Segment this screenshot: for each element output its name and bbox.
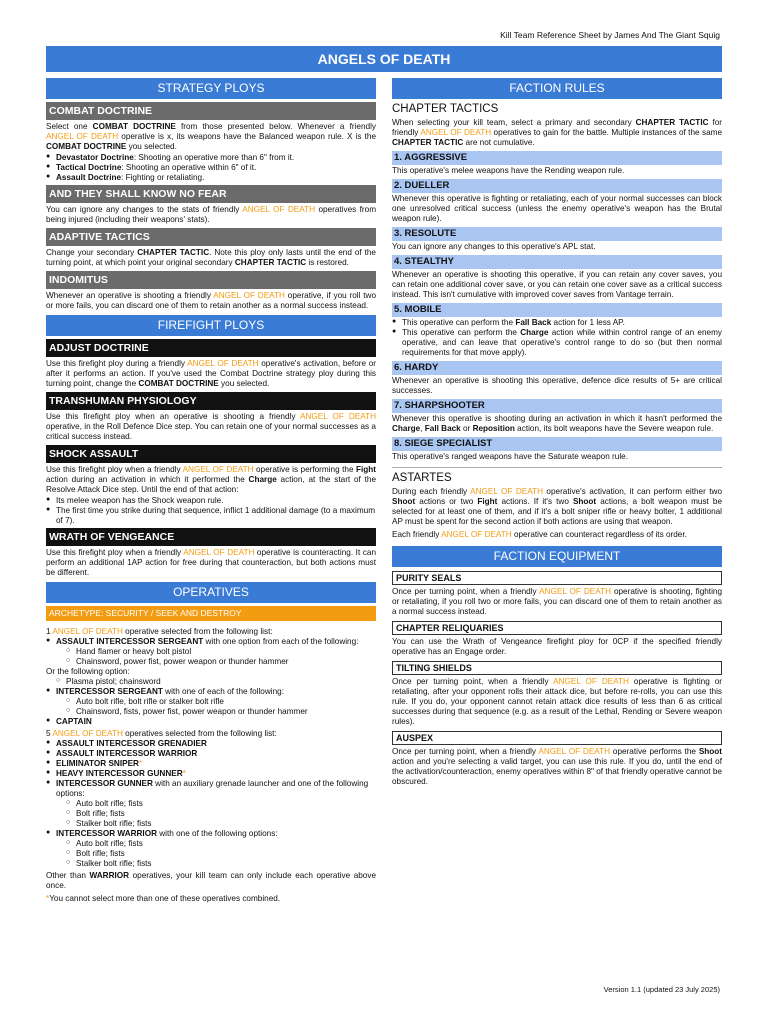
tactic-siege-title: 8. SIEGE SPECIALIST (392, 437, 722, 451)
list-item: ● HEAVY INTERCESSOR GUNNER* (46, 769, 376, 779)
credit-line: Kill Team Reference Sheet by James And The Giant Squig (500, 30, 720, 40)
list-item: ● ASSAULT INTERCESSOR GRENADIER (46, 739, 376, 749)
tactic-aggressive-text: This operative's melee weapons have the Rending weapon rule. (392, 166, 625, 176)
transhuman-text: Use this firefight ploy when an operative is shooting a friendly ANGEL OF DEATH operative, in the Roll Defence Dice step. You can retain one of your normal successes as a critical success instead. (46, 412, 376, 441)
astartes-heading: ASTARTES (392, 472, 452, 485)
list-item: ● CAPTAIN (46, 717, 376, 727)
shock-assault-title: SHOCK ASSAULT (46, 445, 376, 463)
doctrine-list (46, 153, 376, 183)
list-item: ○ Stalker bolt rifle; fists (66, 859, 376, 869)
list-item: ○ Plasma pistol; chainsword (56, 677, 376, 687)
tactic-aggressive-title: 1. AGGRESSIVE (392, 151, 722, 165)
version-footer: Version 1.1 (updated 23 July 2025) (603, 985, 720, 994)
operatives-intro-1: 1 ANGEL OF DEATH operative selected from the following list: (46, 627, 273, 636)
operatives-other: Other than WARRIOR operatives, your kill team can only include each operative above once. (46, 871, 377, 890)
list-item: ● ASSAULT INTERCESSOR SERGEANT with one option from each of the following: ○ Hand flamer or heavy bolt pistol ○ Chainsword, power fist, power weapon or thunder hammer (46, 637, 376, 667)
tactic-stealthy-text: Whenever an operative is shooting this operative, if you can retain any cover saves, you can retain one additional cover save, or you can retain one cover save as a critical success instead. This isn't cumulative with improved cover saves from Vantage terrain. (392, 270, 722, 300)
tactic-sharpshooter-text: Whenever this operative is shooting during an activation in which it hasn't performed the Charge, Fall Back or Reposition action, its bolt weapons have the Severe weapon rule. (392, 414, 722, 434)
wrath-text: Use this firefight ploy when a friendly ANGEL OF DEATH operative is counteracting. It can perform an additional 1AP action for free during that counteraction, but both actions must be different. (46, 548, 376, 577)
operatives-intro-5: 5 ANGEL OF DEATH operatives selected from the following list: (46, 729, 277, 738)
auspex-text: Once per turning point, when a friendly ANGEL OF DEATH operative performs the Shoot action and you're selecting a valid target, you can use this rule. If you do, until the end of the activation/counteraction, enemy operatives within 8" of that friendly operative cannot be obscured. (392, 747, 723, 787)
list-item: ● ASSAULT INTERCESSOR WARRIOR (46, 749, 376, 759)
chapter-tactics-text: When selecting your kill team, select a primary and secondary CHAPTER TACTIC for friendly ANGEL OF DEATH operatives to gain for the battle. Multiple instances of the same CHAPTER TACTIC are not cumulative. (392, 118, 722, 148)
reliquaries-text: You can use the Wrath of Vengeance firefight ploy for 0CP if the specified friendly operative has an Engage order. (392, 637, 722, 657)
indomitus-text: Whenever an operative is shooting a friendly ANGEL OF DEATH operative, if you roll two or more fails, you can discard one of them to retain another as a normal success instead. (46, 291, 377, 310)
list-item: ● This operative can perform the Fall Back action for 1 less AP. (392, 318, 722, 328)
tactic-stealthy-title: 4. STEALTHY (392, 255, 722, 269)
reliquaries-title: CHAPTER RELIQUARIES (392, 621, 722, 635)
list-item: ● INTERCESSOR WARRIOR with one of the following options: ○ Auto bolt rifle; fists ○ Bolt rifle; fists ○ Stalker bolt rifle; fists (46, 829, 376, 869)
combat-doctrine-text: Select one COMBAT DOCTRINE from those presented below. Whenever a friendly ANGEL OF DEATH operative is x, its weapons have the Balanced weapon rule. X is the COMBAT DOCTRINE you selected. (46, 122, 377, 151)
wrath-title: WRATH OF VENGEANCE (46, 528, 376, 546)
list-item: ○ Auto bolt rifle; fists (66, 839, 376, 849)
shock-assault-text: Use this firefight ploy when a friendly ANGEL OF DEATH operative is performing the Fight action during an activation in which it performed the Charge action, at the start of the Resolve Attack Dice step. Until the end of that action: (46, 465, 377, 494)
or-following: Or the following option: (46, 667, 130, 676)
tactic-hardy-text: Whenever an operative is shooting this operative, defence dice results of 5+ are critical successes. (392, 376, 722, 396)
faction-equipment-header: FACTION EQUIPMENT (392, 546, 722, 567)
list-item: ● The first time you strike during that sequence, inflict 1 additional damage (to a maximum of 7). (46, 506, 376, 526)
astartes-text: During each friendly ANGEL OF DEATH operative's activation, it can perform either two Shoot actions or two Fight actions. If it's two Shoot actions, a bolt weapon must be selected for at least one of them, and if it's a bolt sniper rifle or heavy bolter, 1 additional AP must be spent for the second action if both actions are using that weapon. (392, 487, 722, 527)
purity-seals-title: PURITY SEALS (392, 571, 722, 585)
tactic-dueller-title: 2. DUELLER (392, 179, 722, 193)
list-item: ○ Chainsword, fists, power fist, power weapon or thunder hammer (66, 707, 376, 717)
list-item: ○ Chainsword, power fist, power weapon or thunder hammer (66, 657, 376, 667)
adjust-doctrine-title: ADJUST DOCTRINE (46, 339, 376, 357)
adaptive-tactics-text: Change your secondary CHAPTER TACTIC. Note this ploy only lasts until the end of the turning point, at which point your original secondary CHAPTER TACTIC is restored. (46, 248, 376, 267)
tactic-mobile-title: 5. MOBILE (392, 303, 722, 317)
transhuman-title: TRANSHUMAN PHYSIOLOGY (46, 392, 376, 410)
astartes-text-2: Each friendly ANGEL OF DEATH operative can counteract regardless of its order. (392, 530, 687, 540)
leader-list-2 (46, 687, 376, 727)
list-item: ○ Bolt rifle; fists (66, 849, 376, 859)
list-item: ● Its melee weapon has the Shock weapon rule. (46, 496, 376, 506)
adjust-doctrine-text: Use this firefight ploy during a friendly ANGEL OF DEATH operative's activation, before or after it performs an action. If you've used the Combat Doctrine strategy ploy during this turning point, change the COMBAT DOCTRINE you selected. (46, 359, 376, 388)
mobile-list (392, 318, 722, 358)
know-no-fear-text: You can ignore any changes to the stats of friendly ANGEL OF DEATH operatives from being injured (including their weapons' stats). (46, 205, 377, 224)
list-item: ○ Auto bolt rifle; fists (66, 799, 376, 809)
tactic-resolute-title: 3. RESOLUTE (392, 227, 722, 241)
shock-list (46, 496, 376, 526)
divider (392, 467, 722, 468)
strategy-ploys-header: STRATEGY PLOYS (46, 78, 376, 99)
list-item: ● INTERCESSOR GUNNER with an auxiliary grenade launcher and one of the following options: ○ Auto bolt rifle; fists ○ Bolt rifle; fists ○ Stalker bolt rifle; fists (46, 779, 376, 829)
indomitus-title: INDOMITUS (46, 271, 376, 289)
know-no-fear-title: AND THEY SHALL KNOW NO FEAR (46, 185, 376, 203)
list-item: ● ELIMINATOR SNIPER* (46, 759, 376, 769)
tactic-hardy-title: 6. HARDY (392, 361, 722, 375)
list-item: ○ Bolt rifle; fists (66, 809, 376, 819)
list-item: ● INTERCESSOR SERGEANT with one of each of the following: ○ Auto bolt rifle, bolt rifle or stalker bolt rifle ○ Chainsword, fists, power fist, power weapon or thunder hammer (46, 687, 376, 717)
tactic-resolute-text: You can ignore any changes to this operative's APL stat. (392, 242, 596, 252)
tilting-shields-title: TILTING SHIELDS (392, 661, 722, 675)
operatives-header: OPERATIVES (46, 582, 376, 603)
list-item: ● This operative can perform the Charge action while within control range of an enemy operative, and can leave that operative's control range to do so (but then normal requirements for that move apply). (392, 328, 722, 358)
tactic-sharpshooter-title: 7. SHARPSHOOTER (392, 399, 722, 413)
list-item: ○ Stalker bolt rifle; fists (66, 819, 376, 829)
leader-list (46, 637, 376, 667)
list-item: ○ Hand flamer or heavy bolt pistol (66, 647, 376, 657)
archetype-bar: ARCHETYPE: SECURITY / SEEK AND DESTROY (46, 606, 376, 621)
chapter-tactics-heading: CHAPTER TACTICS (392, 103, 499, 115)
operative-list (46, 739, 376, 869)
faction-rules-header: FACTION RULES (392, 78, 722, 99)
list-item: ● Assault Doctrine: Fighting or retaliating. (46, 173, 376, 183)
list-item: ● Tactical Doctrine: Shooting an operative within 6" of it. (46, 163, 376, 173)
combat-doctrine-title: COMBAT DOCTRINE (46, 102, 376, 120)
right-column (392, 78, 722, 790)
tactic-dueller-text: Whenever this operative is fighting or retaliating, each of your normal successes can block one unresolved critical success (unless the enemy operative's weapon has the Brutal weapon rule). (392, 194, 722, 224)
purity-seals-text: Once per turning point, when a friendly ANGEL OF DEATH operative is shooting, fighting or retaliating, if you roll two or more fails, you can discard one of them to retain another as a normal success instead. (392, 587, 722, 617)
or-options (56, 677, 376, 687)
list-item: ● Devastator Doctrine: Shooting an operative more than 6" from it. (46, 153, 376, 163)
operatives-note: *You cannot select more than one of these operatives combined. (46, 894, 281, 903)
list-item: ○ Auto bolt rifle, bolt rifle or stalker bolt rifle (66, 697, 376, 707)
adaptive-tactics-title: ADAPTIVE TACTICS (46, 228, 376, 246)
tactic-siege-text: This operative's ranged weapons have the Saturate weapon rule. (392, 452, 628, 462)
firefight-ploys-header: FIREFIGHT PLOYS (46, 315, 376, 336)
page-title: ANGELS OF DEATH (46, 46, 722, 72)
tilting-shields-text: Once per turning point, when a friendly ANGEL OF DEATH operative is fighting or retaliating, after your opponent rolls their attack dice, but before re-rolls, you can use this rule. If you do, your opponent cannot retain attack dice results of less than 6 as critical successes during that sequence (e.g. as a result of the Lethal, Rending or Severe weapon rules). (392, 677, 723, 727)
left-column (46, 78, 376, 904)
auspex-title: AUSPEX (392, 731, 722, 745)
